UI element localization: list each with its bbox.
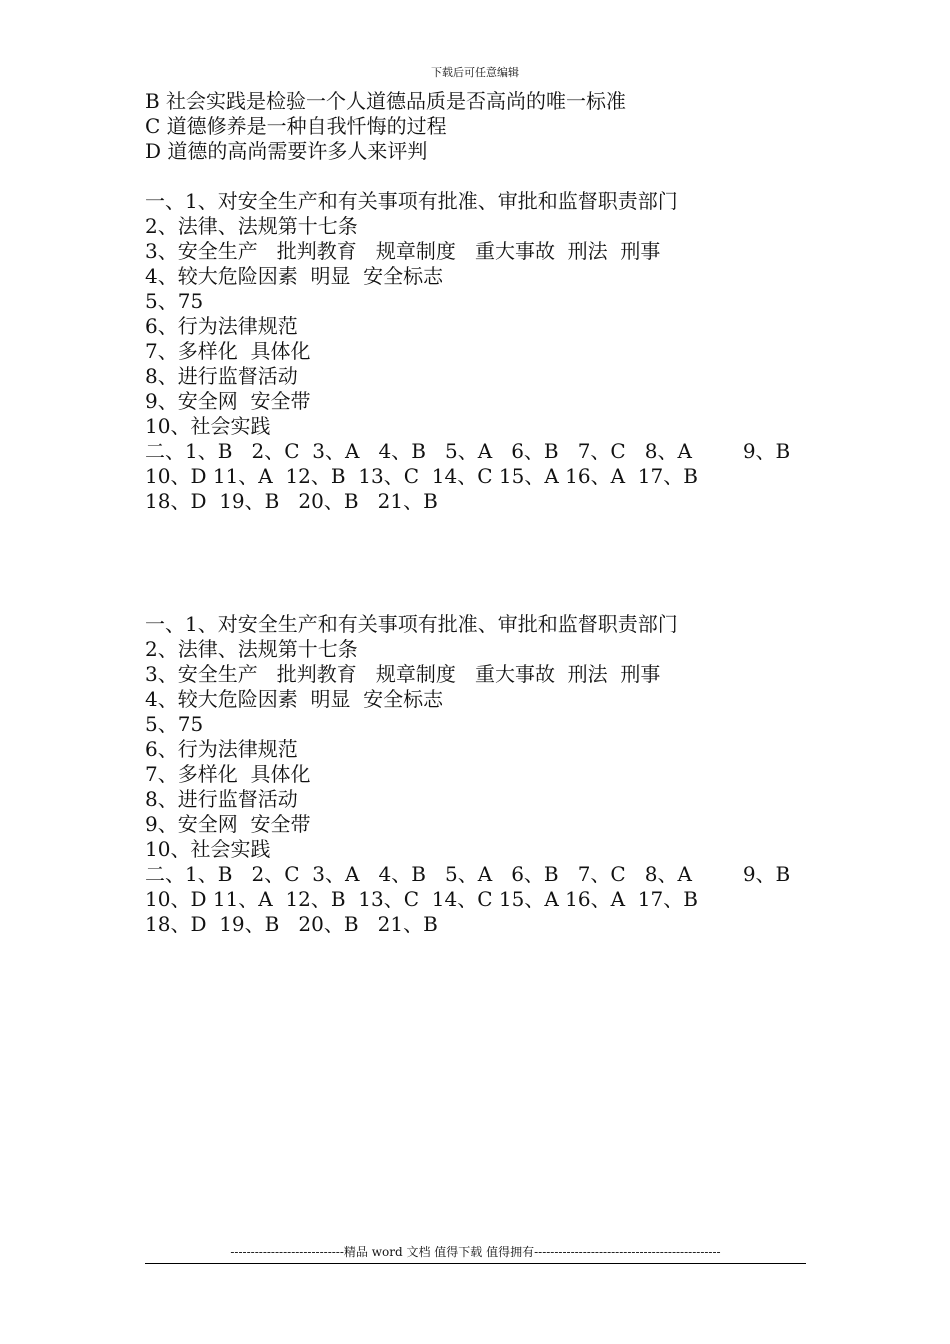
answer-line: 6、行为法律规范 [145,314,298,338]
answer-line: 2、法律、法规第十七条 [145,214,358,238]
answer-line: 7、多样化 具体化 [145,762,311,786]
option-d: D 道德的高尚需要许多人来评判 [145,139,428,163]
option-c: C 道德修养是一种自我忏悔的过程 [145,114,447,138]
answer-line: 18、D 19、B 20、B 21、B [145,912,438,936]
answer-line: 9、安全网 安全带 [145,389,311,413]
answer-line: 9、安全网 安全带 [145,812,311,836]
answer-line: 4、较大危险因素 明显 安全标志 [145,264,444,288]
answer-line: 10、社会实践 [145,414,271,438]
answer-line: 10、D 11、A 12、B 13、C 14、C 15、A 16、A 17、B [145,464,698,488]
page-footer: ----------------------------精品 word 文档 值得下载 值得拥有---------------------------------------------- [230,1245,721,1259]
answer-key-section-repeat [145,612,815,937]
footer-divider [145,1263,806,1264]
answer-line: 8、进行监督活动 [145,787,298,811]
option-b: B 社会实践是检验一个人道德品质是否高尚的唯一标准 [145,89,627,113]
question-options [145,89,815,164]
answer-line: 一、1、对安全生产和有关事项有批准、审批和监督职责部门 [145,612,678,636]
answer-key-section [145,189,815,514]
answer-line: 4、较大危险因素 明显 安全标志 [145,687,444,711]
answer-line: 6、行为法律规范 [145,737,298,761]
answer-line: 10、D 11、A 12、B 13、C 14、C 15、A 16、A 17、B [145,887,698,911]
answer-line: 一、1、对安全生产和有关事项有批准、审批和监督职责部门 [145,189,678,213]
answer-line: 7、多样化 具体化 [145,339,311,363]
answer-line: 8、进行监督活动 [145,364,298,388]
answer-line: 二、1、B 2、C 3、A 4、B 5、A 6、B 7、C 8、A 9、B [145,439,791,463]
answer-line: 18、D 19、B 20、B 21、B [145,489,438,513]
answer-line: 3、安全生产 批判教育 规章制度 重大事故 刑法 刑事 [145,239,661,263]
answer-line: 10、社会实践 [145,837,271,861]
answer-line: 5、75 [145,712,204,736]
answer-line: 2、法律、法规第十七条 [145,637,358,661]
answer-line: 5、75 [145,289,204,313]
answer-line: 二、1、B 2、C 3、A 4、B 5、A 6、B 7、C 8、A 9、B [145,862,791,886]
answer-line: 3、安全生产 批判教育 规章制度 重大事故 刑法 刑事 [145,662,661,686]
page-header: 下载后可任意编辑 [431,66,519,79]
